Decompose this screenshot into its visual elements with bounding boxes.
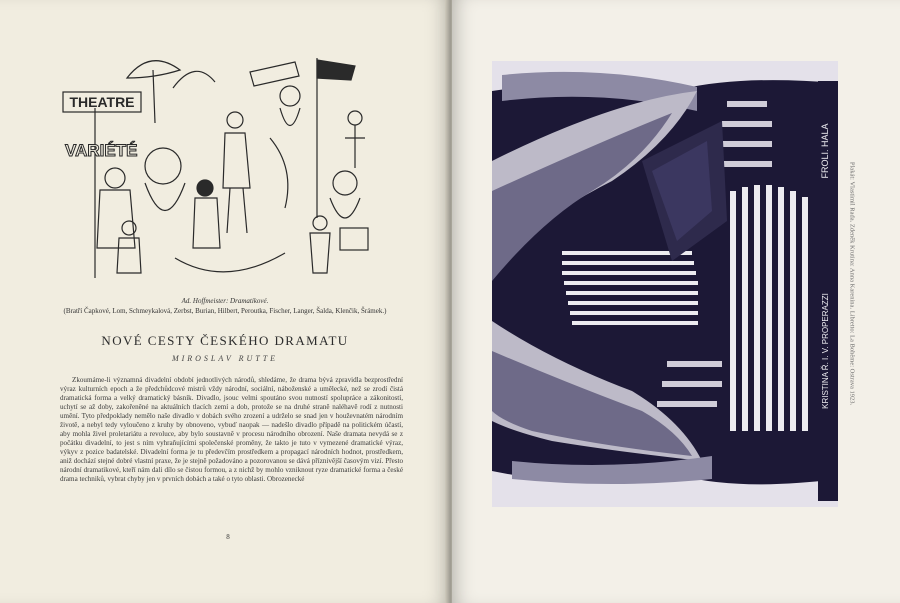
page-number: 8	[226, 533, 230, 541]
variete-sign: VARIÉTÉ	[65, 141, 138, 160]
dramatists-cartoon	[55, 48, 390, 298]
caption-names: (Bratří Čapkové, Lom, Schmeykalová, Zerbst, Burian, Hilbert, Peroutka, Fischer, Langer, Šalda, Klenčik, Šrámek.)	[63, 307, 387, 315]
stage-design-plate	[492, 61, 838, 507]
article-title: NOVÉ CESTY ČESKÉHO DRAMATU	[101, 333, 349, 348]
theatre-sign: THEATRE	[69, 94, 135, 110]
plate-credit: Plakát: Vlastimil Rada. Zdeněk Krutina: Anna Karenina. Libretto: La Bohème: Ostrava 1923.	[848, 161, 856, 406]
illustration-caption	[40, 296, 410, 316]
caption-title: Ad. Hoffmeister: Dramatikové.	[181, 297, 269, 305]
article-body: Zkoumáme-li významná divadelní období jednotlivých národů, shledáme, že drama bývá zpravidla bezprostřední výraz kulturních epoch a že předchůdcové mistrů vždy národní, sociální, náboženské a umělecké, než se zrodí čistá dramatická forma a velký dramatický básník. Divadlo, jsouc velmi spoutáno svou nutností spolupráce a zákonitostí, uchytí se až doby, zakořeněné na aktuálních tlacích zemí a dob, protože se na druhé straně naléhavě rodí z nutnosti umění. Tyto předpoklady nemělo naše divadlo v dobách svého zrození a udrželo se snad jen v houževnatém národním životě, a nebyl tedy vyloučeno z kruhy by obnoveno, vybuď naopak — nadešlo divadlo případě na politickém účastí, aby mohla živel proletariátu a revoluce, aby bylo soustavně v procesu národního obrození. Naše dramata nevydá se z počátku divadelní, to jest s ním vyhraňujícími společenské proměny, že takto je tuto v vymezené dramatické výraz, výkyv z pozice badatelské. Divadelní forma je tu předevčím prostředkem a propagací národních hodnot, prostředkem, aniž dochází stejné dobré vlastní praxe, že je stejně požadováno a pozorovanou se dává příznivější časovým vizí. Přesto národní dramatikové, kteří nám dali dílo se čistou formou, a z nichž by mohlo vzniknout ryze dramatické forma a české drama techniků, vybrat chyby jen v prvních dobách a také o tyto oblasti. Obrozenecké	[60, 376, 403, 483]
stage-design-image	[492, 61, 838, 507]
artist-signature: FROLI. HALA	[820, 123, 830, 179]
article-author: MIROSLAV RUTTE	[171, 354, 279, 363]
plate-signature: KRISTINA Ř. I. V. PROPERAZZI	[821, 293, 830, 409]
